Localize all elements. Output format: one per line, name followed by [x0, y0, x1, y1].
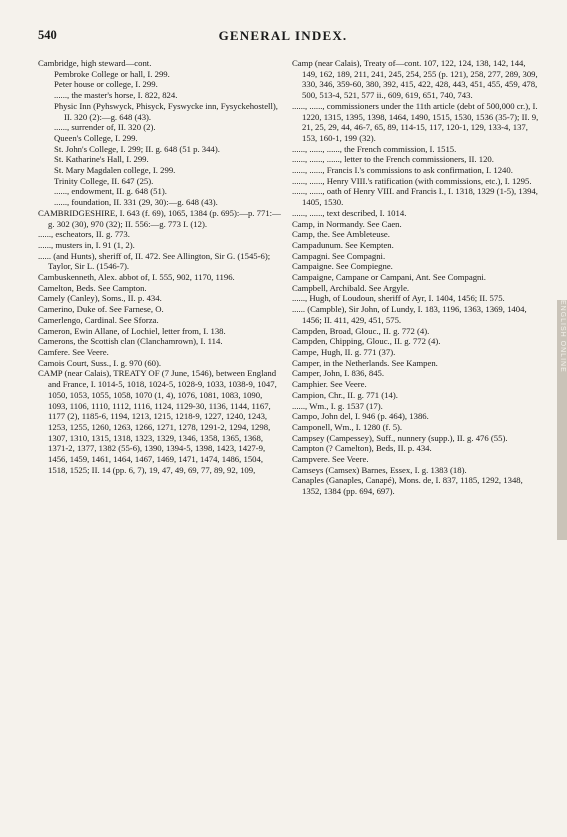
index-entry: ...... (and Hunts), sheriff of, II. 472. See Allington, Sir G. (1545-6); Taylor, Sir L. (1546-7).: [38, 250, 271, 272]
index-entry: Camp, the. See Ambleteuse.: [292, 229, 390, 240]
index-subentry: ......, foundation, II. 331 (29, 30):—g. 648 (43).: [54, 197, 218, 208]
index-subentry: St. John's College, I. 299; II. g. 648 (51 p. 344).: [54, 143, 220, 154]
index-entry: Cambuskenneth, Alex. abbot of, I. 555, 902, 1170, 1196.: [38, 272, 235, 283]
index-entry: ......, Hugh, of Loudoun, sheriff of Ayr, I. 1404, 1456; II. 575.: [292, 293, 505, 304]
index-subentry: Peter house or college, I. 299.: [54, 79, 158, 90]
index-entry: Campsey (Campessey), Suff., nunnery (supp.), II. g. 476 (55).: [292, 432, 508, 443]
index-entry: Camely (Canley), Soms., II. p. 434.: [38, 293, 162, 304]
index-entry: Campaigne. See Compiegne.: [292, 261, 393, 272]
index-entry: Canaples (Ganaples, Canapé), Mons. de, I. 837, 1185, 1292, 1348, 1352, 1384 (pp. 694, 697).: [292, 475, 523, 497]
index-entry: Camois Court, Suss., I. g. 970 (60).: [38, 357, 162, 368]
index-entry: Camseys (Camsex) Barnes, Essex, I. g. 1383 (18).: [292, 464, 467, 475]
index-entry: CAMBRIDGESHIRE, I. 643 (f. 69), 1065, 1384 (p. 695):—p. 771:—g. 302 (30), 970 (32); II. 556:—g. 773 I. (12).: [38, 207, 281, 229]
index-subentry: St. Katharine's Hall, I. 299.: [54, 154, 149, 165]
page-number: 540: [38, 28, 57, 42]
index-subentry: ......, the master's horse, I. 822, 824.: [54, 90, 178, 101]
side-stamp-text: ENGLISH ONLINE: [559, 300, 566, 373]
index-entry: Campo, John del, I. 946 (p. 464), 1386.: [292, 411, 429, 422]
index-entry: Camerons, the Scottish clan (Clanchamrown), I. 114.: [38, 336, 223, 347]
index-entry: ......, ......, commissioners under the 11th article (debt of 500,000 cr.), I. 1220, 1315, 1395, 1398, 1464, 1490, 1515, 1530, 1536 (35-7); II. 9, 21, 25, 29, 44, 46-7, 65, 89, 114-15, 117, 120-1, 129, 133-4, 137, 153, 160-1, 199 (32).: [292, 100, 539, 143]
index-entry: Campton (? Camelton), Beds, II. p. 434.: [292, 443, 432, 454]
index-entry: Camerlengo, Cardinal. See Sforza.: [38, 314, 159, 325]
index-entry: Cameron, Ewin Allane, of Lochiel, letter from, I. 138.: [38, 325, 226, 336]
index-entry: ......, ......, Henry VIII.'s ratification (with commissions, etc.), I. 1295.: [292, 175, 532, 186]
index-entry: ......, ......, ......, letter to the French commissioners, II. 120.: [292, 154, 494, 165]
index-entry: ......, musters in, I. 91 (1, 2).: [38, 239, 135, 250]
index-subentry: Pembroke College or hall, I. 299.: [54, 68, 170, 79]
index-column-right: [292, 58, 540, 497]
index-entry: CAMP (near Calais), TREATY OF (7 June, 1546), between England and France, I. 1014-5, 1018, 1024-5, 1028-9, 1033, 1038-9, 1047, 1050, 1053, 1055, 1058, 1070 (1, 4), 1076, 1081, 1083, 1090, 1093, 1106, 1110, 1112, 1116, 1124, 1129-30, 1136, 1144, 1167, 1177 (2), 1185-6, 1194, 1213, 1215, 1218-9, 1227, 1240, 1243, 1253, 1255, 1260, 1263, 1266, 1271, 1278, 1291-2, 1294, 1298, 1307, 1310, 1315, 1318, 1323, 1329, 1346, 1358, 1365, 1368, 1371-2, 1377, 1382 (55-6), 1390, 1394-5, 1398, 1423, 1427-9, 1456, 1459, 1461, 1464, 1467, 1469, 1471, 1474, 1486, 1504, 1518, 1525; II. 14 (pp. 6, 7), 19, 47, 49, 69, 77, 89, 92, 109,: [38, 368, 277, 475]
index-entry: ......, ......, ......, the French commission, I. 1515.: [292, 143, 457, 154]
index-subentry: ......, surrender of, II. 320 (2).: [54, 122, 156, 133]
index-entry: ......, ......, oath of Henry VIII. and Francis I., I. 1318, 1329 (1-5), 1394, 1405, 1530.: [292, 186, 538, 208]
index-subentry: Trinity College, II. 647 (25).: [54, 175, 154, 186]
index-entry: Camp (near Calais), Treaty of—cont. 107, 122, 124, 138, 142, 144, 149, 162, 189, 211, 241, 245, 254, 255 (p. 121), 258, 277, 289, 309, 330, 346, 359-60, 380, 392, 415, 422, 428, 443, 451, 455, 459, 478, 500, 513-4, 521, 577 ii., 609, 619, 651, 740, 743.: [292, 58, 538, 101]
running-title: GENERAL INDEX.: [218, 28, 348, 43]
index-entry: Cambridge, high steward—cont.: [38, 58, 152, 68]
index-entry: Campbell, Archibald. See Argyle.: [292, 282, 410, 293]
index-entry: Campion, Chr., II. g. 771 (14).: [292, 389, 398, 400]
index-column-left: [38, 58, 283, 475]
side-watermark-stamp: [557, 300, 567, 540]
index-entry: ...... (Campble), Sir John, of Lundy, I. 183, 1196, 1363, 1369, 1404, 1456; II. 411, 429, 451, 575.: [292, 304, 527, 325]
page-header: [38, 28, 528, 44]
index-subentry: ......, endowment, II. g. 648 (51).: [54, 186, 167, 197]
index-entry: Camp, in Normandy. See Caen.: [292, 218, 402, 229]
index-entry: Camphier. See Veere.: [292, 379, 367, 390]
index-entry: ......, ......, text described, I. 1014.: [292, 207, 407, 218]
index-entry: Camponell, Wm., I. 1280 (f. 5).: [292, 421, 403, 432]
index-entry: Campvere. See Veere.: [292, 454, 369, 465]
index-entry: Campe, Hugh, II. g. 771 (37).: [292, 346, 396, 357]
index-entry: Campadunum. See Kempten.: [292, 239, 394, 250]
index-entry: Campagni. See Compagni.: [292, 250, 386, 261]
index-entry: ......, ......, Francis I.'s commissions to ask confirmation, I. 1240.: [292, 165, 513, 176]
index-entry: Campden, Chipping, Glouc., II. g. 772 (4).: [292, 336, 441, 347]
index-entry: Camfere. See Veere.: [38, 346, 109, 357]
index-subentry: Queen's College, I. 299.: [54, 132, 138, 143]
index-entry: Campaigne, Campane or Campani, Ant. See Compagni.: [292, 272, 486, 283]
index-subentry: Physic Inn (Pyhswyck, Phisyck, Fyswycke inn, Fysyckehostell), II. 320 (2):—g. 648 (43).: [54, 100, 278, 122]
index-entry: Campden, Broad, Glouc., II. g. 772 (4).: [292, 325, 430, 336]
index-entry: ......, Wm., I. g. 1537 (17).: [292, 400, 383, 411]
index-entry: Camerino, Duke of. See Farnese, O.: [38, 304, 164, 315]
index-entry: Camelton, Beds. See Campton.: [38, 282, 147, 293]
index-entry: ......, escheators, II. g. 773.: [38, 229, 130, 240]
index-entry: Camper, in the Netherlands. See Kampen.: [292, 357, 438, 368]
index-subentry: St. Mary Magdalen college, I. 299.: [54, 165, 176, 176]
index-entry: Camper, John, I. 836, 845.: [292, 368, 385, 379]
